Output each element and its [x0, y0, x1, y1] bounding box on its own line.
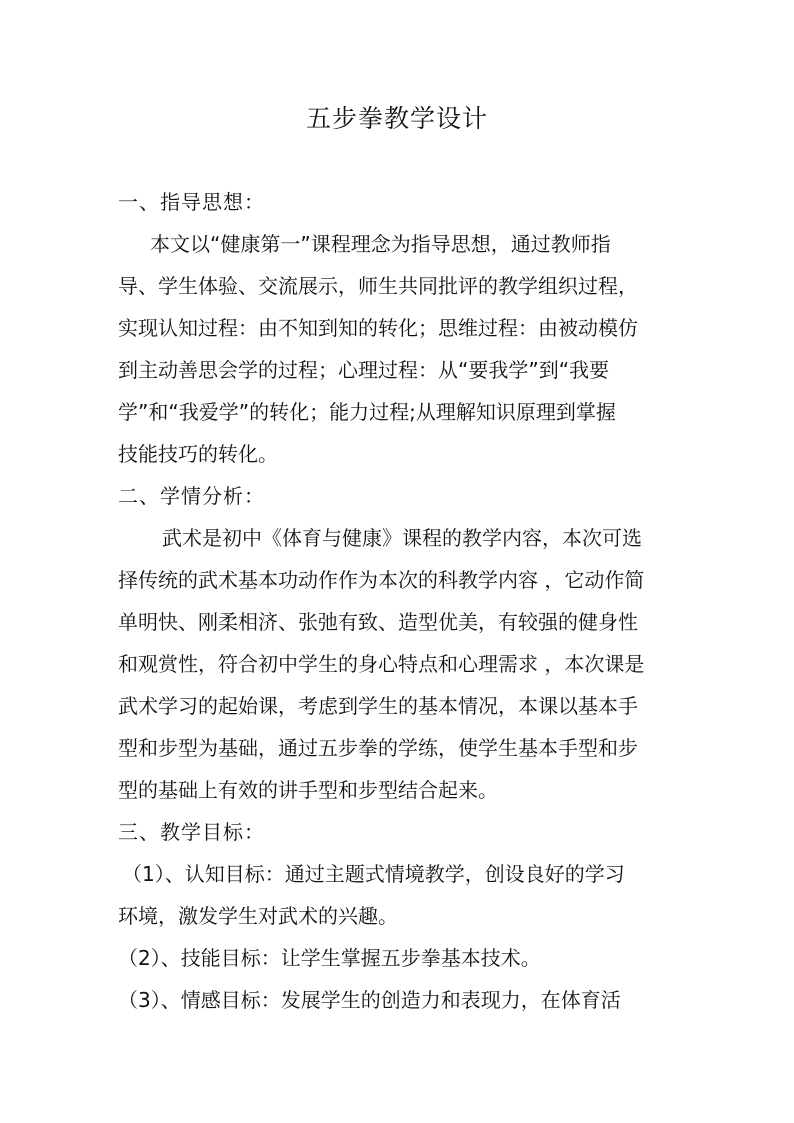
objective-line: （2）、技能目标：让学生掌握五步拳基本技术。: [118, 946, 541, 970]
paragraph-line: 型和步型为基础，通过五步拳的学练，使学生基本手型和步: [118, 736, 638, 760]
paragraph-line: 学”和“我爱学”的转化；能力过程;从理解知识原理到掌握: [118, 400, 616, 424]
paragraph-line: 技能技巧的转化。: [118, 442, 278, 466]
paragraph-line: 和观赏性，符合初中学生的身心特点和心理需求 ，本次课是: [118, 652, 645, 676]
paragraph-line: 型的基础上有效的讲手型和步型结合起来。: [118, 778, 498, 802]
paragraph-line: 择传统的武术基本功动作作为本次的科教学内容 ，它动作简: [118, 568, 645, 592]
objective-line: （3）、情感目标：发展学生的创造力和表现力，在体育活: [118, 988, 621, 1012]
document-title: 五步拳教学设计: [305, 104, 488, 133]
section-heading-guiding-ideology: 一、指导思想：: [118, 190, 265, 214]
section-heading-learning-analysis: 二、学情分析：: [118, 484, 265, 508]
paragraph-line: 导、学生体验、交流展示，师生共同批评的教学组织过程，: [118, 274, 638, 298]
paragraph-line: 武术是初中《体育与健康》课程的教学内容，本次可选: [162, 526, 642, 550]
paragraph-line: 到主动善思会学的过程；心理过程：从“要我学”到“我要: [118, 358, 610, 382]
section-heading-teaching-objectives: 三、教学目标：: [118, 820, 265, 844]
paragraph-line: 本文以“健康第一”课程理念为指导思想，通过教师指: [150, 232, 611, 256]
objective-line: 环境，激发学生对武术的兴趣。: [118, 904, 398, 928]
objective-line: （1）、认知目标：通过主题式情境教学，创设良好的学习: [122, 862, 625, 886]
paragraph-line: 实现认知过程：由不知到知的转化；思维过程：由被动模仿: [118, 316, 638, 340]
paragraph-line: 武术学习的起始课，考虑到学生的基本情况，本课以基本手: [118, 694, 638, 718]
paragraph-line: 单明快、刚柔相济、张弛有致、造型优美，有较强的健身性: [118, 610, 638, 634]
